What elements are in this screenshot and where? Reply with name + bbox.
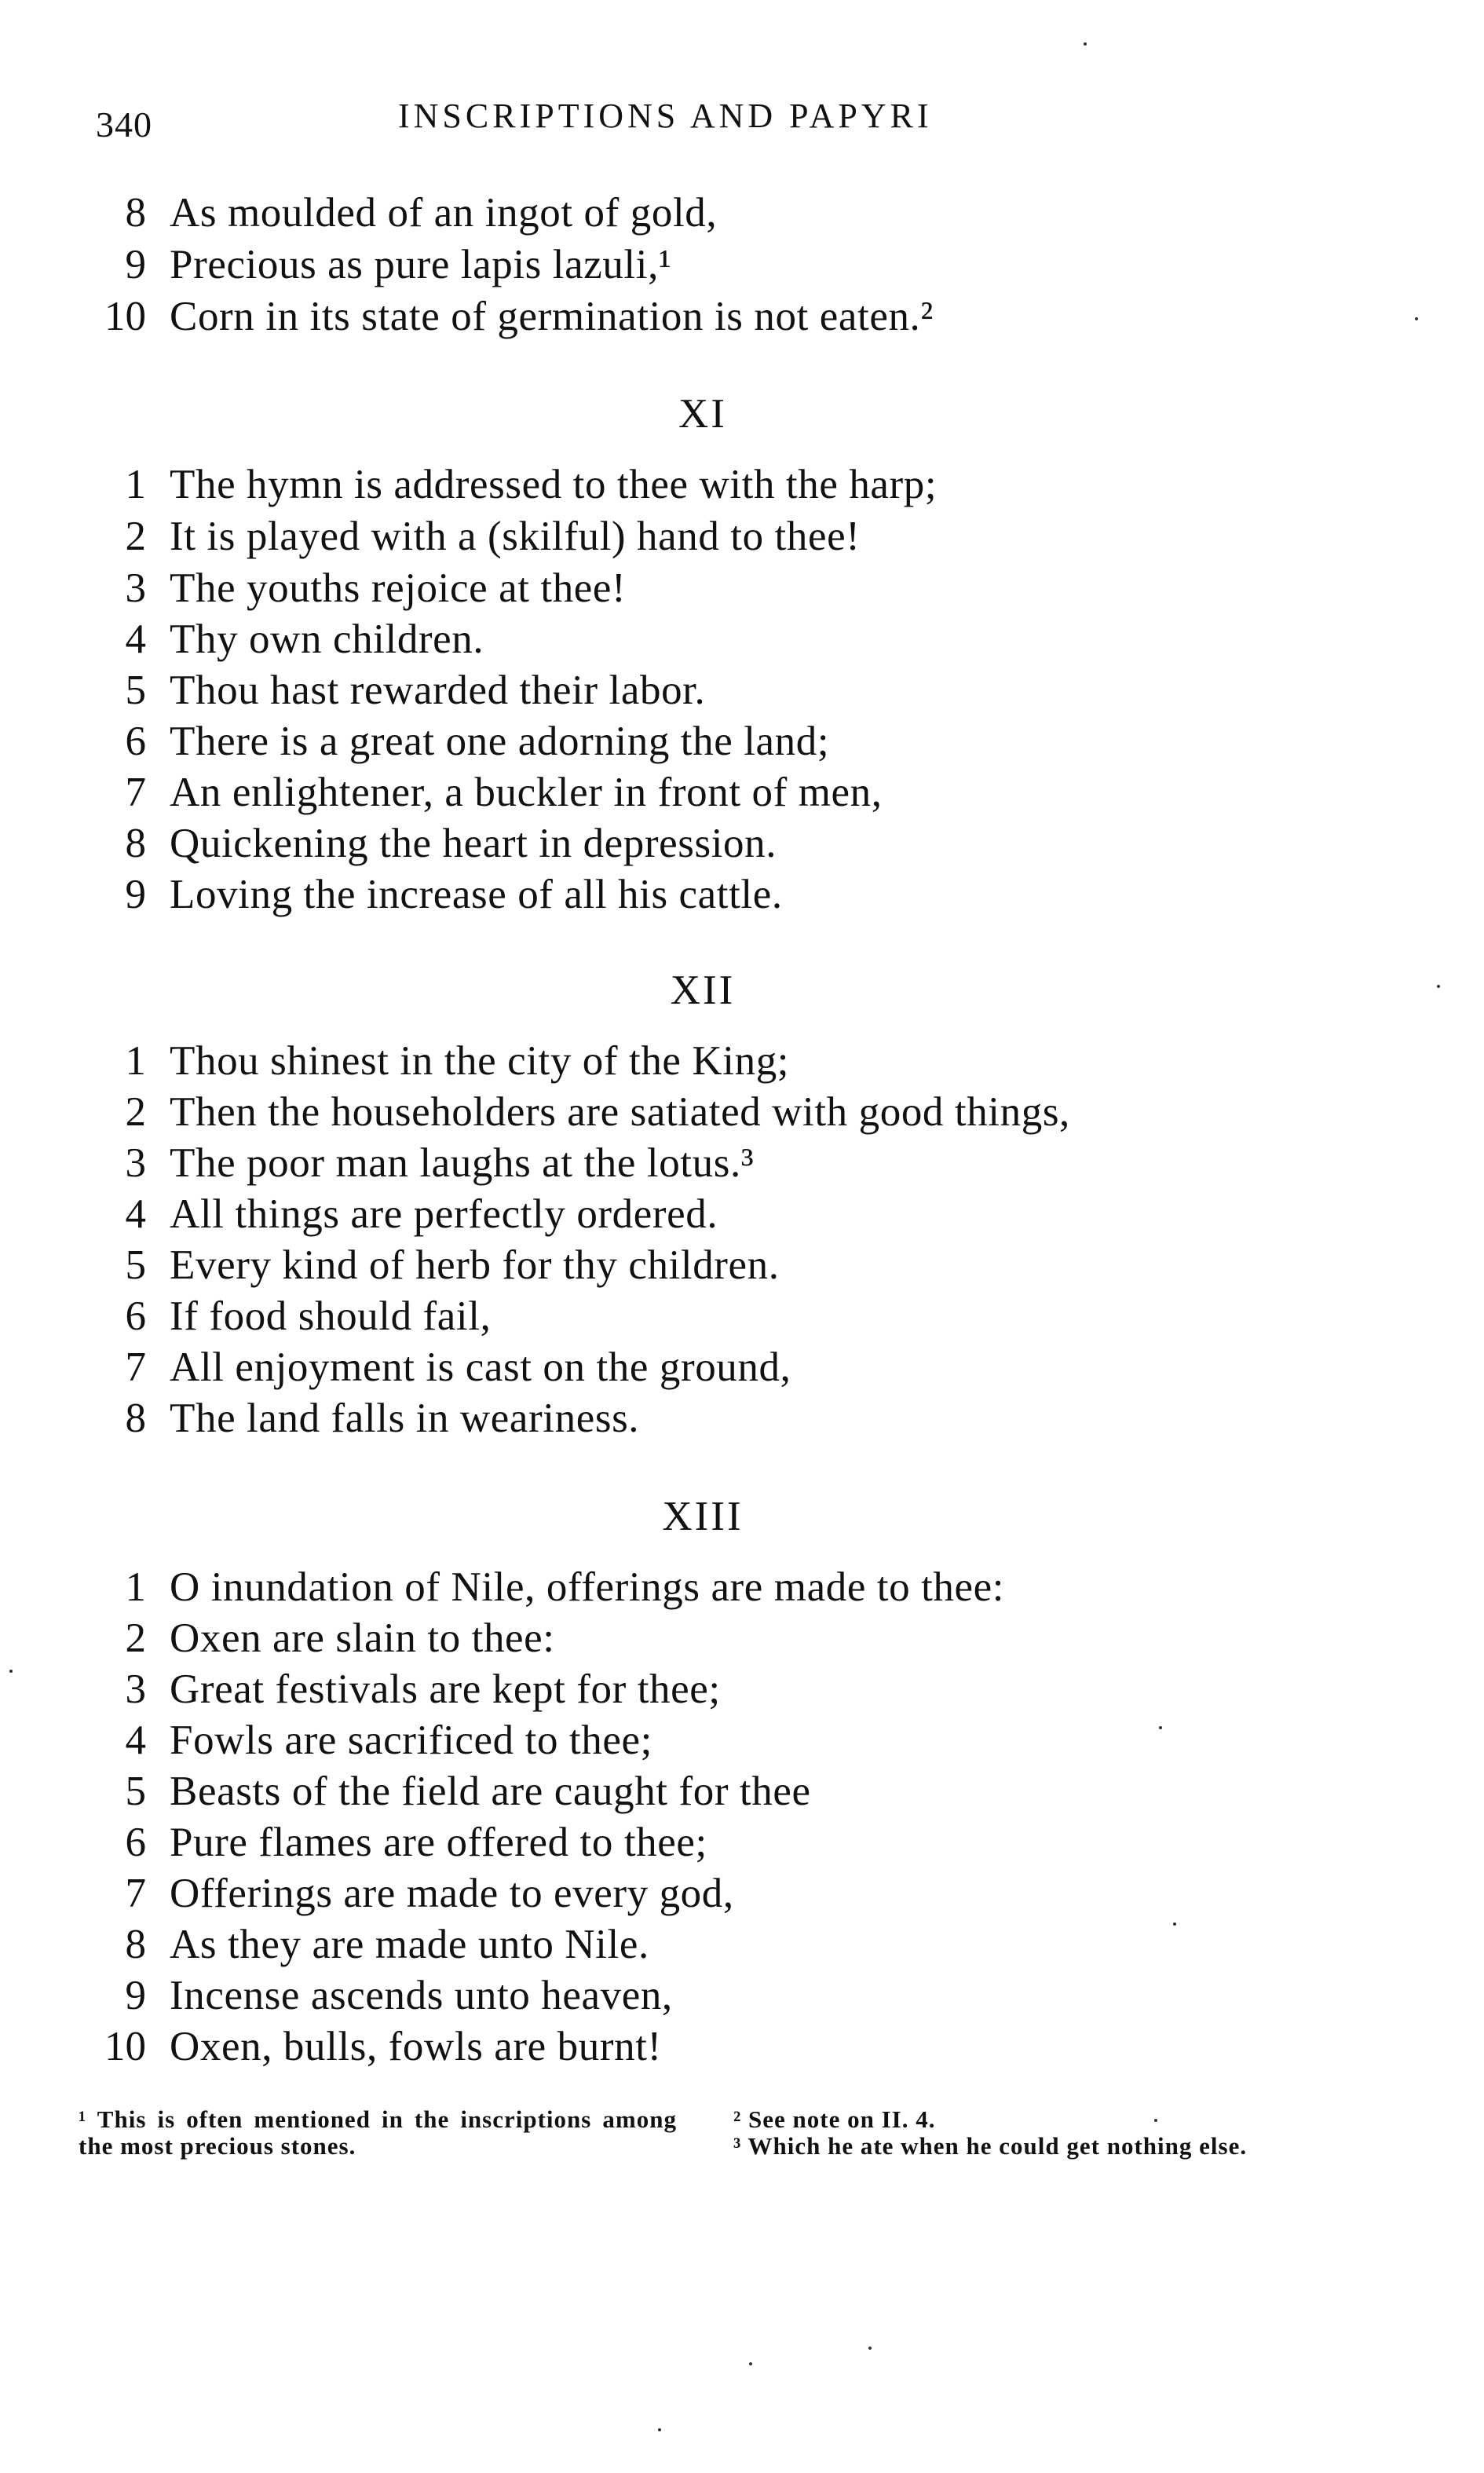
- line-text: The poor man laughs at the lotus.³: [170, 1140, 755, 1186]
- line-text: Great festivals are kept for thee;: [170, 1666, 721, 1712]
- line-number: 10: [104, 2024, 146, 2069]
- page-header: [96, 96, 1007, 151]
- line-text: All enjoyment is cast on the ground,: [170, 1344, 791, 1390]
- verse-line: [0, 1919, 1256, 1970]
- verse-line: [0, 869, 1256, 920]
- line-text: Oxen are slain to thee:: [170, 1615, 555, 1661]
- footnotes-right: [733, 2106, 1307, 2160]
- verse-line: [0, 510, 1256, 562]
- line-number: 9: [125, 1973, 146, 2018]
- verse-line: [0, 1561, 1256, 1613]
- line-number: 5: [125, 668, 146, 713]
- line-number: 1: [125, 462, 146, 507]
- line-number: 1: [125, 1564, 146, 1610]
- line-number: 2: [125, 1089, 146, 1135]
- line-number: 3: [125, 1666, 146, 1712]
- verse-line: [0, 239, 1256, 291]
- line-number: 8: [125, 190, 146, 236]
- section-heading-xiii: XIII: [662, 1494, 744, 1539]
- verse-line: [0, 187, 1256, 239]
- verse-line: [0, 1341, 1256, 1393]
- verse-line: [0, 1290, 1256, 1342]
- verse-line: [0, 664, 1256, 716]
- scan-speck: [868, 2347, 872, 2350]
- line-number: 9: [125, 872, 146, 917]
- footnote: ³ Which he ate when he could get nothing else.: [733, 2132, 1248, 2160]
- line-number: 6: [125, 719, 146, 764]
- line-number: 5: [125, 1242, 146, 1288]
- scan-speck: [9, 1670, 13, 1673]
- verse-line: [0, 613, 1256, 665]
- verse-line: [0, 1612, 1256, 1664]
- verse-line: [0, 1188, 1256, 1240]
- line-text: O inundation of Nile, offerings are made to thee:: [170, 1564, 1005, 1610]
- verse-line: [0, 1868, 1256, 1919]
- line-number: 5: [125, 1769, 146, 1814]
- line-text: Loving the increase of all his cattle.: [170, 872, 783, 917]
- line-text: The hymn is addressed to thee with the harp;: [170, 462, 938, 507]
- verse-line: [0, 818, 1256, 869]
- line-text: It is played with a (skilful) hand to thee!: [170, 514, 861, 559]
- line-text: Pure flames are offered to thee;: [170, 1820, 707, 1865]
- line-number: 4: [125, 616, 146, 662]
- line-text: As they are made unto Nile.: [170, 1922, 649, 1967]
- verse-line: [0, 1714, 1256, 1766]
- verse-line: [0, 1035, 1256, 1087]
- verse-line: [0, 1970, 1256, 2021]
- verse-line: [0, 562, 1256, 614]
- footnote: ¹ This is often mentioned in the inscriptions among the most precious stones.: [79, 2105, 677, 2160]
- line-text: Every kind of herb for thy children.: [170, 1242, 780, 1288]
- line-text: Thy own children.: [170, 616, 484, 662]
- line-number: 2: [125, 1615, 146, 1661]
- line-text: Incense ascends unto heaven,: [170, 1973, 673, 2018]
- page-number: 340: [96, 104, 152, 145]
- verse-line: [0, 1137, 1256, 1189]
- scan-speck: [1084, 42, 1087, 46]
- line-text: Then the householders are satiated with good things,: [170, 1089, 1070, 1135]
- verse-line: [0, 1663, 1256, 1715]
- line-number: 2: [125, 514, 146, 559]
- line-text: The youths rejoice at thee!: [170, 565, 627, 611]
- verse-line: [0, 459, 1256, 510]
- line-number: 10: [104, 294, 146, 339]
- line-number: 1: [125, 1038, 146, 1084]
- scan-speck: [658, 2428, 661, 2431]
- line-text: Precious as pure lapis lazuli,¹: [170, 242, 672, 287]
- verse-line: [0, 766, 1256, 818]
- scan-speck: [1415, 317, 1418, 320]
- verse-line: [0, 1392, 1256, 1444]
- line-text: As moulded of an ingot of gold,: [170, 190, 718, 236]
- line-number: 7: [125, 1871, 146, 1916]
- line-text: Thou hast rewarded their labor.: [170, 668, 706, 713]
- line-number: 9: [125, 242, 146, 287]
- line-text: Quickening the heart in depression.: [170, 821, 777, 866]
- running-title: INSCRIPTIONS AND PAPYRI: [398, 97, 933, 135]
- line-number: 4: [125, 1718, 146, 1763]
- line-text: There is a great one adorning the land;: [170, 719, 830, 764]
- verse-line: [0, 291, 1256, 342]
- line-number: 3: [125, 565, 146, 611]
- line-number: 6: [125, 1820, 146, 1865]
- line-text: Thou shinest in the city of the King;: [170, 1038, 790, 1084]
- line-text: The land falls in weariness.: [170, 1396, 640, 1441]
- verse-line: [0, 1816, 1256, 1868]
- line-text: If food should fail,: [170, 1293, 492, 1339]
- line-number: 8: [125, 821, 146, 866]
- section-heading-xi: XI: [678, 391, 727, 437]
- line-text: Corn in its state of germination is not eaten.²: [170, 294, 934, 339]
- line-text: Beasts of the field are caught for thee: [170, 1769, 811, 1814]
- line-number: 8: [125, 1922, 146, 1967]
- line-text: Fowls are sacrificed to thee;: [170, 1718, 652, 1763]
- footnotes-left: [79, 2106, 677, 2160]
- line-number: 4: [125, 1191, 146, 1237]
- line-text: All things are perfectly ordered.: [170, 1191, 718, 1237]
- line-text: Offerings are made to every god,: [170, 1871, 734, 1916]
- verse-line: [0, 715, 1256, 767]
- scan-speck: [1159, 1726, 1162, 1729]
- verse-line: [0, 2021, 1256, 2072]
- footnote: ² See note on II. 4.: [733, 2105, 936, 2133]
- scan-speck: [1173, 1922, 1176, 1926]
- scan-speck: [1437, 985, 1440, 988]
- scan-speck: [1154, 2119, 1157, 2122]
- verse-line: [0, 1239, 1256, 1291]
- section-heading-xii: XII: [670, 968, 736, 1013]
- verse-line: [0, 1086, 1256, 1138]
- line-text: An enlightener, a buckler in front of men,: [170, 770, 883, 815]
- line-number: 6: [125, 1293, 146, 1339]
- scan-speck: [749, 2362, 752, 2365]
- line-number: 3: [125, 1140, 146, 1186]
- line-number: 7: [125, 1344, 146, 1390]
- line-number: 7: [125, 770, 146, 815]
- line-number: 8: [125, 1396, 146, 1441]
- line-text: Oxen, bulls, fowls are burnt!: [170, 2024, 662, 2069]
- verse-line: [0, 1765, 1256, 1817]
